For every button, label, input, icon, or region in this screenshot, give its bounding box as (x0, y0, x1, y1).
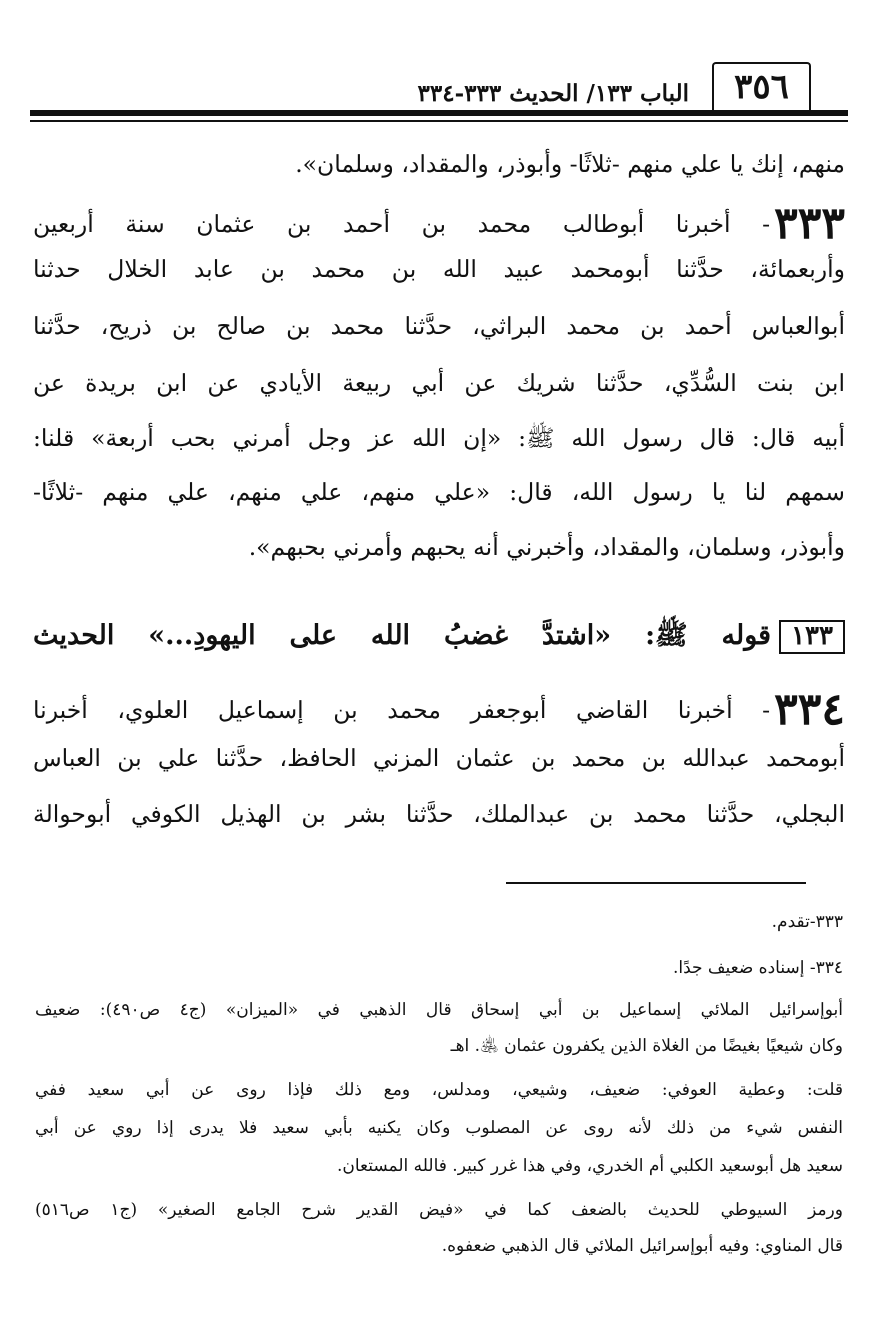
hadith-334-first-line (33, 684, 845, 737)
hadith-333-first-line (33, 198, 845, 251)
header-rule-thick (30, 110, 848, 116)
running-head: الباب ١٣٣/ الحديث ٣٣٣-٣٣٤ (417, 80, 689, 107)
footnote-333: ٣٣٣-تقدم. (771, 912, 843, 932)
text-line: - أخبرنا أبوطالب محمد بن أحمد بن عثمان سنة أربعين (33, 210, 771, 238)
text-line: وأربعمائة، حدَّثنا أبومحمد عبيد الله بن محمد بن عابد الخلال حدثنا (33, 255, 845, 283)
page-number: ٣٥٦ (712, 62, 811, 110)
text-line: سمهم لنا يا رسول الله، قال: «علي منهم، علي منهم، علي منهم -ثلاثًا- (33, 478, 845, 506)
text-line: البجلي، حدَّثنا محمد بن عبدالملك، حدَّثنا بشر بن الهذيل الكوفي أبوحوالة (33, 800, 845, 828)
footnote-line: سعيد هل أبوسعيد الكلبي أم الخدري، وفي هذا غرر كبير. فالله المستعان. (336, 1156, 843, 1176)
text-line: - أخبرنا القاضي أبوجعفر محمد بن إسماعيل العلوي، أخبرنا (33, 696, 771, 724)
footnote-separator (506, 882, 806, 884)
text-line: أبوالعباس أحمد بن محمد البراثي، حدَّثنا محمد بن صالح بن ذريح، حدَّثنا (33, 312, 845, 340)
header-rule-thin (30, 120, 848, 122)
text-line: أبومحمد عبدالله بن محمد بن عثمان المزني الحافظ، حدَّثنا علي بن العباس (33, 744, 845, 772)
footnote-line: قال المناوي: وفيه أبوإسرائيل الملائي قال الذهبي ضعفوه. (441, 1236, 843, 1256)
hadith-number: ٣٣٣ (774, 198, 845, 249)
footnote-334: ٣٣٤- إسناده ضعيف جدًا. (672, 958, 843, 978)
footnote-line: قلت: وعطية العوفي: ضعيف، وشيعي، ومدلس، ومع ذلك فإذا روى عن أبي سعيد ففي (35, 1080, 843, 1100)
text-line: أبيه قال: قال رسول الله ﷺ: «إن الله عز وجل أمرني بحب أربعة» قلنا: (33, 424, 845, 452)
hadith-number: ٣٣٤ (774, 684, 845, 735)
text-line: وأبوذر، وسلمان، والمقداد، وأخبرني أنه يحبهم وأمرني بحبهم». (248, 533, 845, 561)
footnote-line: ورمز السيوطي للحديث بالضعف كما في «فيض القدير شرح الجامع الصغير» (ج١ ص٥١٦) (35, 1200, 843, 1220)
chapter-heading (33, 618, 845, 658)
chapter-title: قوله ﷺ: «اشتدَّ غضبُ الله على اليهودِ...» الحديث (33, 620, 772, 651)
footnote-line: أبوإسرائيل الملائي إسماعيل بن أبي إسحاق قال الذهبي في «الميزان» (ج٤ ص٤٩٠): ضعيف (35, 1000, 843, 1020)
footnote-line: وكان شيعيًا بغيضًا من الغلاة الذين يكفرون عثمان ﵁. اهـ (450, 1036, 843, 1056)
footnote-line: النفس شيء من ذلك لأنه روى عن المصلوب وكان يكنيه بأبي سعيد فلا يدرى إذا روي عن أبي (35, 1118, 843, 1138)
text-line: ابن بنت السُّدِّي، حدَّثنا شريك عن أبي ربيعة الأيادي عن ابن بريدة عن (33, 369, 845, 397)
chapter-number-box: ١٣٣ (779, 620, 845, 654)
text-line: منهم، إنك يا علي منهم -ثلاثًا- وأبوذر، والمقداد، وسلمان». (295, 150, 845, 178)
